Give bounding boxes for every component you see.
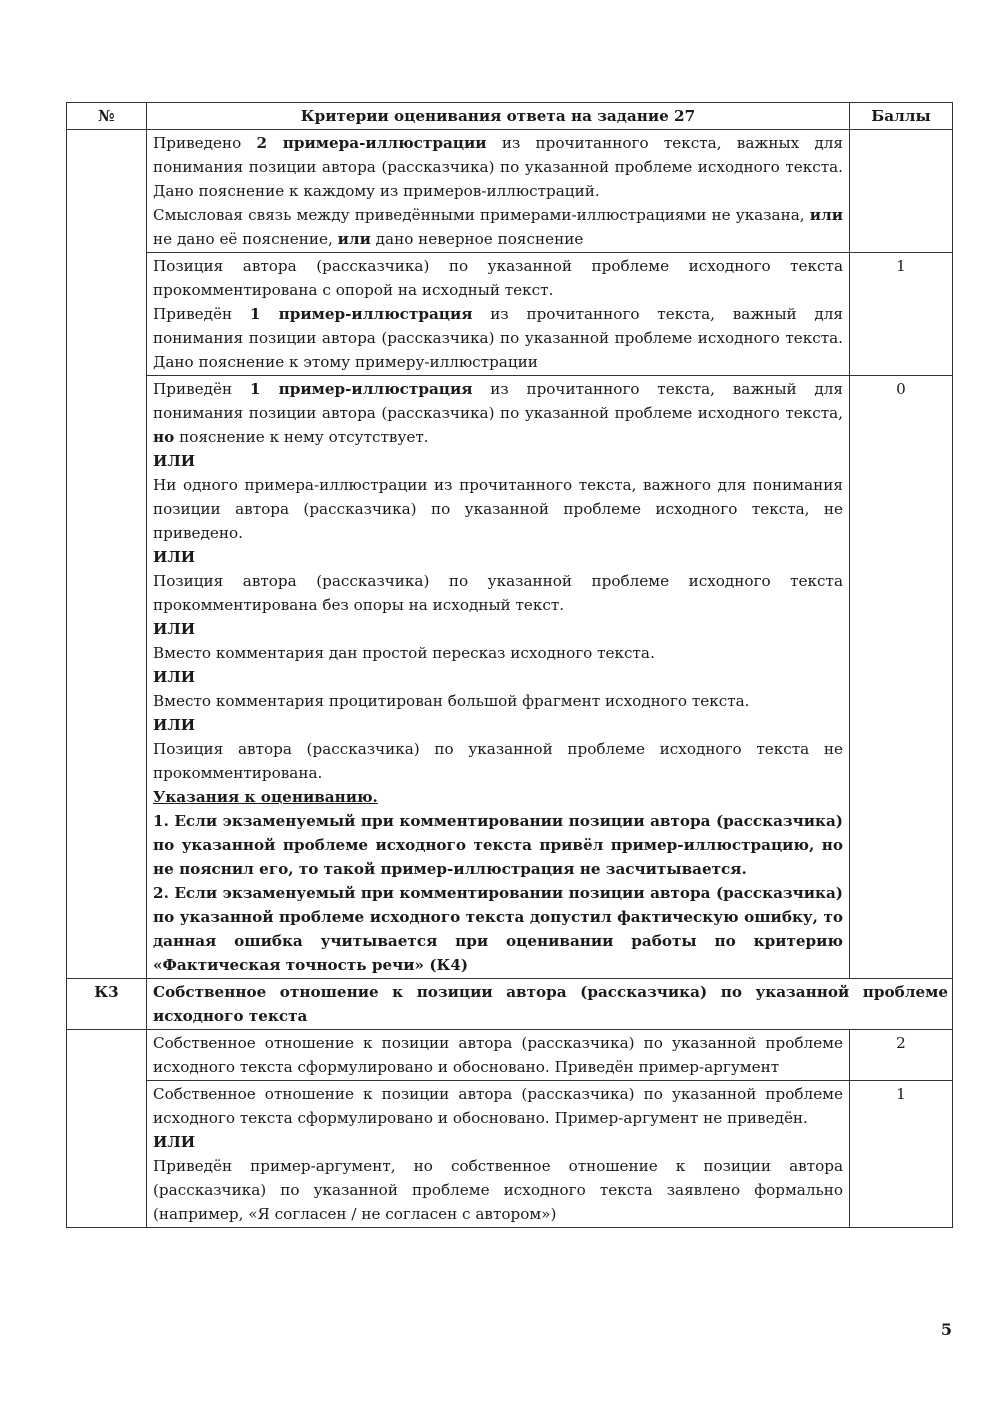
criterion-code: К3 <box>67 979 147 1030</box>
or-label: ИЛИ <box>153 452 196 470</box>
header-points: Баллы <box>850 103 953 130</box>
table-row <box>67 253 953 376</box>
row-num-cell <box>67 1030 147 1228</box>
header-criteria: Критерии оценивания ответа на задание 27 <box>147 103 850 130</box>
points-cell: 0 <box>850 376 953 979</box>
page-number: 5 <box>940 1320 952 1339</box>
criterion-text: Приведено 2 примера-иллюстрации из прочитанного текста, важных для понимания позиции автора (рассказчика) по указанной проблеме исходного текста. Дано пояснение к каждому из примеров-иллюстраций. Смысловая связь между приведёнными примерами-иллюстрациями не указана, или не дано её пояснение, или дано неверное пояснение <box>147 130 850 253</box>
criterion-title: Собственное отношение к позиции автора (рассказчика) по указанной проблеме исходного текста <box>147 979 953 1030</box>
guide-item: 2. Если экзаменуемый при комментировании позиции автора (рассказчика) по указанной проблеме исходного текста допустил фактическую ошибку, то данная ошибка учитывается при оценивании работы по критерию «Фактическая точность речи» (К4) <box>153 884 843 974</box>
criterion-text: Собственное отношение к позиции автора (рассказчика) по указанной проблеме исходного текста сформулировано и обосновано. Приведён пример-аргумент <box>147 1030 850 1081</box>
points-cell: 1 <box>850 1081 953 1228</box>
guide-item: 1. Если экзаменуемый при комментировании позиции автора (рассказчика) по указанной проблеме исходного текста привёл пример-иллюстрацию, но не пояснил его, то такой пример-иллюстрация не засчитывается. <box>153 812 843 878</box>
table-header-row <box>67 103 953 130</box>
criterion-k3-row <box>67 979 953 1030</box>
criterion-text: Позиция автора (рассказчика) по указанной проблеме исходного текста прокомментирована с опорой на исходный текст. Приведён 1 пример-иллюстрация из прочитанного текста, важный для понимания позиции автора (рассказчика) по указанной проблеме исходного текста. Дано пояснение к этому примеру-иллюстрации <box>147 253 850 376</box>
or-label: ИЛИ <box>153 548 196 566</box>
table-row <box>67 376 953 979</box>
points-cell: 1 <box>850 253 953 376</box>
criterion-text: Собственное отношение к позиции автора (рассказчика) по указанной проблеме исходного текста сформулировано и обосновано. Пример-аргумент не приведён. ИЛИ Приведён пример-аргумент, но собственное отношение к позиции автора (рассказчика) по указанной проблеме исходного текста заявлено формально (например, «Я согласен / не согласен с автором») <box>147 1081 850 1228</box>
criteria-table <box>66 102 953 1228</box>
points-cell <box>850 130 953 253</box>
table-row <box>67 1030 953 1081</box>
criterion-text: Приведён 1 пример-иллюстрация из прочитанного текста, важный для понимания позиции автора (рассказчика) по указанной проблеме исходного текста, но пояснение к нему отсутствует. ИЛИ Ни одного примера-иллюстрации из прочитанного текста, важного для понимания позиции автора (рассказчика) по указанной проблеме исходного текста, не приведено. ИЛИ Позиция автора (рассказчика) по указанной проблеме исходного текста прокомментирована без опоры на исходный текст. ИЛИ Вместо комментария дан простой пересказ исходного текста. ИЛИ Вместо комментария процитирован большой фрагмент исходного текста. ИЛИ Позиция автора (рассказчика) по указанной проблеме исходного текста не прокомментирована. Указания к оцениванию. 1. Если экзаменуемый при комментировании позиции автора (рассказчика) по указанной проблеме исходного текста привёл пример-иллюстрацию, но не пояснил его, то такой пример-иллюстрация не засчитывается. 2. Если экзаменуемый при комментировании позиции автора (рассказчика) по указанной проблеме исходного текста допустил фактическую ошибку, то данная ошибка учитывается при оценивании работы по критерию «Фактическая точность речи» (К4) <box>147 376 850 979</box>
or-label: ИЛИ <box>153 716 196 734</box>
points-cell: 2 <box>850 1030 953 1081</box>
table-row <box>67 130 953 253</box>
or-label: ИЛИ <box>153 668 196 686</box>
header-num: № <box>67 103 147 130</box>
table-row <box>67 1081 953 1228</box>
or-label: ИЛИ <box>153 1133 196 1151</box>
or-label: ИЛИ <box>153 620 196 638</box>
guide-title: Указания к оцениванию. <box>153 788 378 806</box>
row-num-cell <box>67 130 147 979</box>
